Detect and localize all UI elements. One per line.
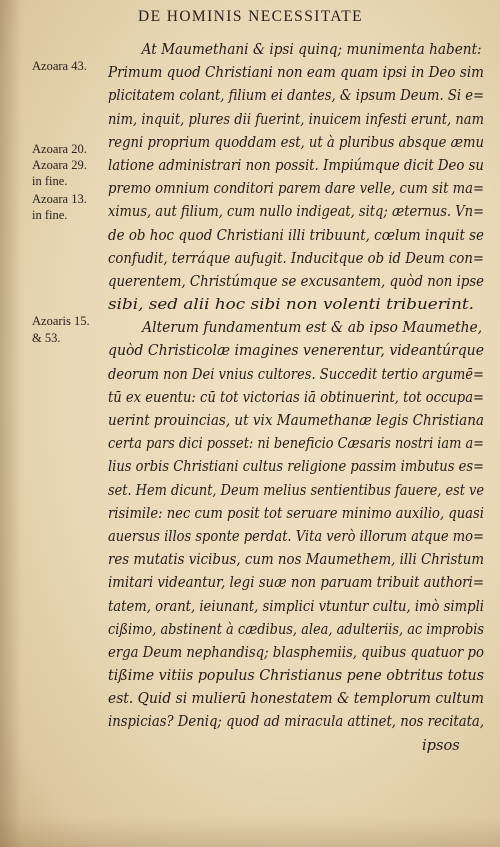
text-line: confudit, terráque aufugit. Inducitque ob id Deum con=: [108, 249, 485, 267]
text-line: tatem, orant, ieiunant, simplici vtuntur cultu, imò simpli: [108, 597, 485, 615]
text-line: uerint prouincias, ut vix Maumethanæ legis Christiana: [108, 412, 484, 429]
text-line: res mutatis vicibus, cum nos Maumethem, illi Christum: [108, 551, 485, 569]
text-line: plicitatem colant, filium ei dantes, & ipsum Deum. Si e=: [108, 87, 485, 105]
text-line: latione administrari non possit. Impiúmque dicit Deo su: [108, 156, 484, 174]
margin-note: in fine.: [32, 208, 68, 222]
text-line: cißimo, abstinent à cædibus, alea, adulteriis, ac improbis: [108, 620, 485, 638]
text-line: imitari videantur, legi suæ non paruam tribuit authori=: [108, 574, 485, 592]
running-head: DE HOMINIS NECESSITATE: [138, 8, 364, 25]
text-line: est. Quid si mulierū honestatem & templorum cultum: [108, 690, 485, 708]
text-line: deorum non Dei vnius cultores. Succedit tertio argumē=: [108, 365, 484, 383]
text-line: risimile: nec cum posit tot seruare minimo auxilio, quasi: [108, 504, 484, 522]
text-line: tū ex euentu: cū tot victorias iā obtinuerint, tot occupa=: [108, 388, 485, 406]
margin-note: Azoara 20.: [32, 142, 87, 156]
text-line: ximus, aut filium, cum nullo indigeat, sitq; æternus. Vn=: [108, 203, 485, 221]
body-text: [108, 38, 484, 757]
text-line: premo omnium conditori parem dare velle, cum sit ma=: [108, 180, 485, 198]
text-line: set. Hem dicunt, Deum melius sentientibus fauere, est ve: [108, 481, 485, 499]
text-line: inspicias? Deniq; quod ad miracula attinet, nos recitata,: [108, 713, 485, 731]
text-line: auersus illos sponte perdat. Vita verò illorum atque mo=: [108, 527, 484, 545]
text-line: nim, inquit, plures dii fuerint, inuicem infesti erunt, nam: [108, 110, 484, 128]
margin-note: Azoaris 15.: [32, 314, 90, 328]
text-line: erga Deum nephandisq; blasphemiis, quibus quatuor po: [108, 643, 484, 661]
text-line: certa pars dici posset: ni beneficio Cæsaris nostri iam a=: [108, 435, 484, 453]
text-line: de ob hoc quod Christiani illi tribuunt, cœlum inquit se: [108, 226, 484, 244]
text-line: sibi, sed alii hoc sibi non volenti tribuerint.: [108, 296, 475, 314]
text-line: tißime vitiis populus Christianus pene obtritus totus: [108, 667, 484, 685]
margin-note: Azoara 13.: [32, 192, 87, 206]
text-line: lius orbis Christiani cultus religione passim imbutus es=: [108, 458, 485, 476]
margin-note: Azoara 43.: [32, 59, 87, 73]
margin-note: & 53.: [32, 331, 61, 345]
margin-note: Azoara 29.: [32, 158, 87, 172]
text-line: querentem, Christúmque se excusantem, quòd non ipse: [108, 272, 485, 290]
text-line: quòd Christicolæ imagines venerentur, videantúrque: [108, 342, 485, 360]
text-line: Primum quod Christiani non eam quam ipsi in Deo sim: [108, 64, 484, 82]
catchword: ipsos: [422, 736, 460, 754]
text-line: regni proprium quoddam est, ut à pluribus absque æmu: [108, 133, 484, 151]
text-line: Alterum fundamentum est & ab ipso Maumethe,: [142, 319, 483, 337]
margin-note: in fine.: [32, 174, 68, 188]
text-line: At Maumethani & ipsi quinq; munimenta habent:: [141, 41, 482, 58]
